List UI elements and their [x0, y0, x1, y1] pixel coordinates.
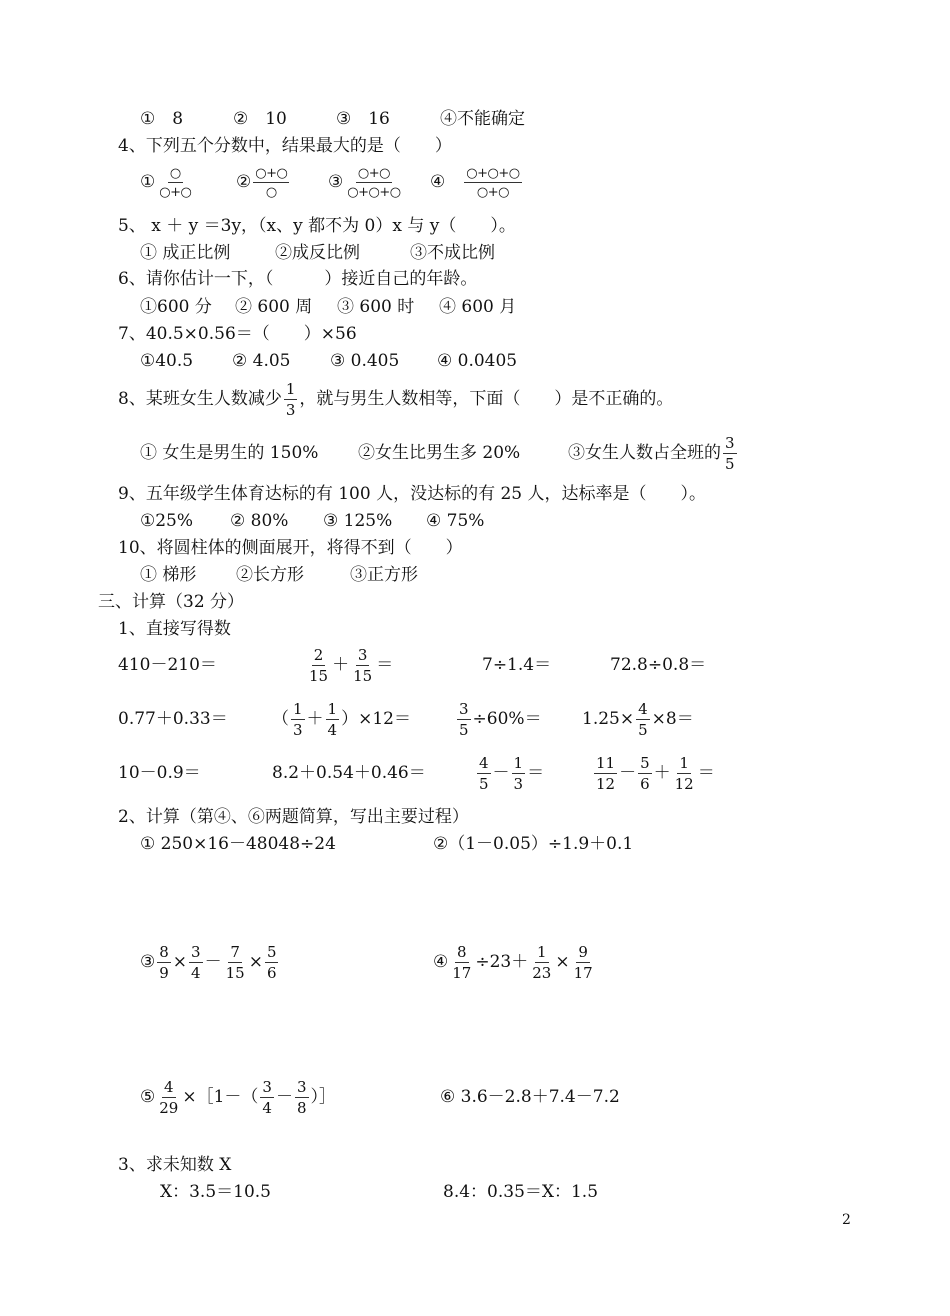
- q5-option-3: ③不成比例: [410, 243, 495, 263]
- s1-r2c2: （ $\frac{1}{3}$ ＋ $\frac{1}{4}$ ）×12＝: [272, 699, 411, 739]
- q9-option-4: ④ 75%: [426, 511, 485, 531]
- q6-option-3: ③ 600 时: [337, 297, 415, 317]
- page-number: 2: [842, 1212, 851, 1228]
- s2-problem-3: ③ $\frac{8}{9}$ × $\frac{3}{4}$ － $\frac{7}{15}$ × $\frac{5}{6}$: [140, 942, 277, 982]
- q10-option-1: ① 梯形: [140, 565, 197, 585]
- q9-option-1: ①25%: [140, 511, 194, 531]
- s1-r3c1: 10－0.9＝: [118, 763, 201, 783]
- s3-equation-2: 8.4：0.35＝X：1.5: [443, 1182, 599, 1202]
- q4-option-1: ① $\frac{○}{○+○}$: [140, 165, 192, 200]
- s2-problem-2: ②（1－0.05）÷1.9＋0.1: [433, 834, 634, 854]
- q7-option-4: ④ 0.0405: [437, 351, 518, 371]
- s3-equation-1: X：3.5＝10.5: [160, 1182, 271, 1202]
- q4-stem: 4、下列五个分数中，结果最大的是（ ）: [118, 136, 452, 156]
- q4-option-2: ② $\frac{○+○}{○}$: [236, 165, 288, 200]
- section3-title: 三、计算（32 分）: [98, 592, 245, 612]
- s1-r2c3: $\frac{3}{5}$ ÷60%＝: [459, 699, 542, 739]
- q9-option-2: ② 80%: [230, 511, 289, 531]
- q7-stem: 7、40.5×0.56＝（ ）×56: [118, 324, 357, 344]
- q8-option-1: ① 女生是男生的 150%: [140, 443, 319, 463]
- s1-r2c1: 0.77＋0.33＝: [118, 709, 228, 729]
- q10-option-2: ②长方形: [236, 565, 304, 585]
- q8-option-3: ③女生人数占全班的 $\frac{3}{5}$: [568, 433, 735, 473]
- s2-problem-6: ⑥ 3.6－2.8＋7.4－7.2: [440, 1087, 620, 1107]
- q6-option-2: ② 600 周: [235, 297, 313, 317]
- q6-stem: 6、请你估计一下，（ ）接近自己的年龄。: [118, 269, 478, 289]
- s2-problem-4: ④ $\frac{8}{17}$ ÷23＋ $\frac{1}{23}$ × $\frac{9}{17}$: [433, 942, 593, 982]
- s1-r1c4: 72.8÷0.8＝: [610, 655, 707, 675]
- s1-r3c3: $\frac{4}{5}$ － $\frac{1}{3}$ ＝: [479, 753, 545, 793]
- s1-r1c2: $\frac{2}{15}$ ＋ $\frac{3}{15}$ ＝: [309, 645, 394, 685]
- q9-stem: 9、五年级学生体育达标的有 100 人，没达标的有 25 人，达标率是（ ）。: [118, 484, 707, 504]
- q5-option-1: ① 成正比例: [140, 243, 231, 263]
- q5-option-2: ②成反比例: [275, 243, 360, 263]
- q6-option-4: ④ 600 月: [439, 297, 517, 317]
- s2-title: 2、计算（第④、⑥两题简算，写出主要过程）: [118, 807, 469, 827]
- q4-option-3: ③ $\frac{○+○}{○+○+○}$: [328, 165, 401, 200]
- s1-r1c3: 7÷1.4＝: [482, 655, 552, 675]
- s3-title: 3、求未知数 X: [118, 1155, 232, 1175]
- s2-problem-1: ① 250×16－48048÷24: [140, 834, 336, 854]
- s1-r3c2: 8.2＋0.54＋0.46＝: [272, 763, 426, 783]
- q3-option-3: ③ 16: [336, 109, 390, 129]
- s1-r2c4: 1.25× $\frac{4}{5}$ ×8＝: [582, 699, 694, 739]
- q7-option-2: ② 4.05: [232, 351, 291, 371]
- s1-r3c4: $\frac{11}{12}$ － $\frac{5}{6}$ ＋ $\frac{1}{12}$ ＝: [596, 753, 715, 793]
- s1-title: 1、直接写得数: [118, 619, 231, 639]
- q6-option-1: ①600 分: [140, 297, 212, 317]
- q8-stem: 8、某班女生人数减少 $\frac{1}{3}$ ，就与男生人数相等，下面（ ）是不正确的。: [118, 379, 674, 419]
- s2-problem-5: ⑤ $\frac{4}{29}$ ×［1－（ $\frac{3}{4}$ － $\frac{3}{8}$ ）］: [140, 1077, 336, 1117]
- q10-stem: 10、将圆柱体的侧面展开，将得不到（ ）: [118, 538, 463, 558]
- q9-option-3: ③ 125%: [323, 511, 393, 531]
- q7-option-1: ①40.5: [140, 351, 194, 371]
- q8-option-2: ②女生比男生多 20%: [358, 443, 521, 463]
- q5-stem: 5、 x ＋ y ＝3y，（x、y 都不为 0）x 与 y（ ）。: [118, 216, 516, 236]
- q7-option-3: ③ 0.405: [330, 351, 400, 371]
- q3-option-2: ② 10: [233, 109, 287, 129]
- q4-option-4: ④ $\frac{○+○+○}{○+○}$: [430, 165, 520, 200]
- q10-option-3: ③正方形: [350, 565, 418, 585]
- q3-option-1: ① 8: [140, 109, 184, 129]
- s1-r1c1: 410－210＝: [118, 655, 217, 675]
- q3-option-4: ④不能确定: [440, 109, 525, 129]
